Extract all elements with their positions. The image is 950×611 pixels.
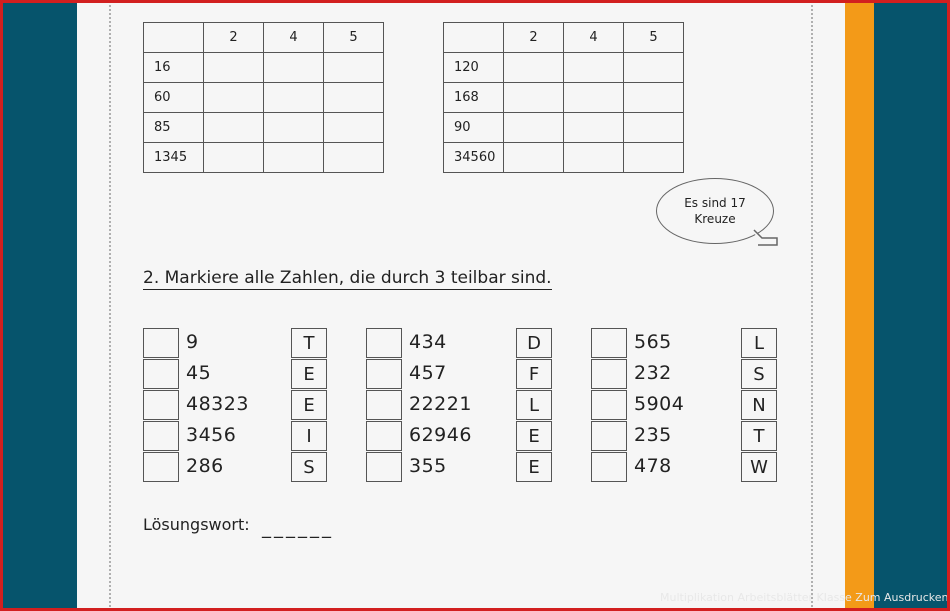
speech-bubble-text: Es sind 17 Kreuze <box>684 196 746 226</box>
letter-box: T <box>291 328 327 358</box>
right-teal-band <box>874 0 950 611</box>
number-label: 5904 <box>634 393 685 415</box>
check-cell[interactable] <box>624 113 684 143</box>
table-cell: 16 <box>144 53 204 83</box>
table-cell: 5 <box>624 23 684 53</box>
table-cell: 2 <box>204 23 264 53</box>
checkbox[interactable] <box>591 328 627 358</box>
check-cell[interactable] <box>624 53 684 83</box>
check-cell[interactable] <box>564 53 624 83</box>
table-cell: 90 <box>444 113 504 143</box>
check-cell[interactable] <box>264 53 324 83</box>
checkbox[interactable] <box>366 390 402 420</box>
table-cell: 85 <box>144 113 204 143</box>
checkbox[interactable] <box>591 452 627 482</box>
number-label: 565 <box>634 331 672 353</box>
number-label: 48323 <box>186 393 249 415</box>
checkbox[interactable] <box>143 421 179 451</box>
watermark: Multiplikation Arbeitsblätter Klasse Zum Ausdrucken <box>660 591 949 604</box>
table-cell: 168 <box>444 83 504 113</box>
number-label: 286 <box>186 455 224 477</box>
letter-box: E <box>291 390 327 420</box>
letter-box: D <box>516 328 552 358</box>
table-cell: 1345 <box>144 143 204 173</box>
check-cell[interactable] <box>204 83 264 113</box>
left-teal-band <box>0 0 77 611</box>
check-cell[interactable] <box>564 113 624 143</box>
number-label: 62946 <box>409 424 472 446</box>
check-cell[interactable] <box>504 113 564 143</box>
table-cell: 4 <box>264 23 324 53</box>
number-label: 3456 <box>186 424 237 446</box>
check-cell[interactable] <box>264 113 324 143</box>
number-label: 232 <box>634 362 672 384</box>
solution-label: Lösungswort: <box>143 515 250 534</box>
table-header-row <box>144 23 384 53</box>
table-cell: 4 <box>564 23 624 53</box>
number-label: 9 <box>186 331 199 353</box>
checkbox[interactable] <box>143 452 179 482</box>
number-label: 355 <box>409 455 447 477</box>
divisibility-table-right <box>443 22 684 173</box>
table-row <box>444 113 684 143</box>
checkbox[interactable] <box>143 328 179 358</box>
check-cell[interactable] <box>504 143 564 173</box>
table-row <box>144 143 384 173</box>
letter-box: S <box>741 359 777 389</box>
table-row <box>144 53 384 83</box>
letter-box: I <box>291 421 327 451</box>
check-cell[interactable] <box>564 83 624 113</box>
check-cell[interactable] <box>264 83 324 113</box>
checkbox[interactable] <box>591 390 627 420</box>
table-cell: 60 <box>144 83 204 113</box>
table-cell: 34560 <box>444 143 504 173</box>
table-header-row <box>444 23 684 53</box>
table-cell <box>144 23 204 53</box>
check-cell[interactable] <box>204 113 264 143</box>
check-cell[interactable] <box>324 83 384 113</box>
letter-box: L <box>741 328 777 358</box>
check-cell[interactable] <box>204 53 264 83</box>
check-cell[interactable] <box>264 143 324 173</box>
table-cell: 120 <box>444 53 504 83</box>
check-cell[interactable] <box>204 143 264 173</box>
check-cell[interactable] <box>504 83 564 113</box>
checkbox[interactable] <box>143 390 179 420</box>
check-cell[interactable] <box>324 143 384 173</box>
dotted-margin-right <box>811 0 813 611</box>
dotted-margin-left <box>109 0 111 611</box>
letter-box: L <box>516 390 552 420</box>
divisibility-table-left <box>143 22 384 173</box>
number-label: 434 <box>409 331 447 353</box>
table-row <box>144 83 384 113</box>
table-row <box>444 143 684 173</box>
checkbox[interactable] <box>143 359 179 389</box>
checkbox[interactable] <box>591 421 627 451</box>
number-label: 45 <box>186 362 212 384</box>
table-row <box>144 113 384 143</box>
check-cell[interactable] <box>504 53 564 83</box>
letter-box: N <box>741 390 777 420</box>
letter-box: T <box>741 421 777 451</box>
check-cell[interactable] <box>324 113 384 143</box>
number-label: 22221 <box>409 393 472 415</box>
table-row <box>444 83 684 113</box>
letter-box: S <box>291 452 327 482</box>
checkbox[interactable] <box>366 359 402 389</box>
letter-box: E <box>291 359 327 389</box>
letter-box: E <box>516 421 552 451</box>
orange-stripe <box>845 0 874 611</box>
speech-bubble-tail <box>752 228 782 248</box>
number-label: 235 <box>634 424 672 446</box>
letter-box: W <box>741 452 777 482</box>
check-cell[interactable] <box>624 143 684 173</box>
check-cell[interactable] <box>624 83 684 113</box>
solution-blanks[interactable]: ______ <box>262 518 334 539</box>
number-label: 478 <box>634 455 672 477</box>
table-cell <box>444 23 504 53</box>
letter-box: E <box>516 452 552 482</box>
task-2-title: 2. Markiere alle Zahlen, die durch 3 teilbar sind. <box>143 268 552 288</box>
letter-box: F <box>516 359 552 389</box>
number-label: 457 <box>409 362 447 384</box>
check-cell[interactable] <box>564 143 624 173</box>
table-cell: 2 <box>504 23 564 53</box>
table-row <box>444 53 684 83</box>
checkbox[interactable] <box>591 359 627 389</box>
checkbox[interactable] <box>366 452 402 482</box>
table-cell: 5 <box>324 23 384 53</box>
checkbox[interactable] <box>366 328 402 358</box>
check-cell[interactable] <box>324 53 384 83</box>
checkbox[interactable] <box>366 421 402 451</box>
